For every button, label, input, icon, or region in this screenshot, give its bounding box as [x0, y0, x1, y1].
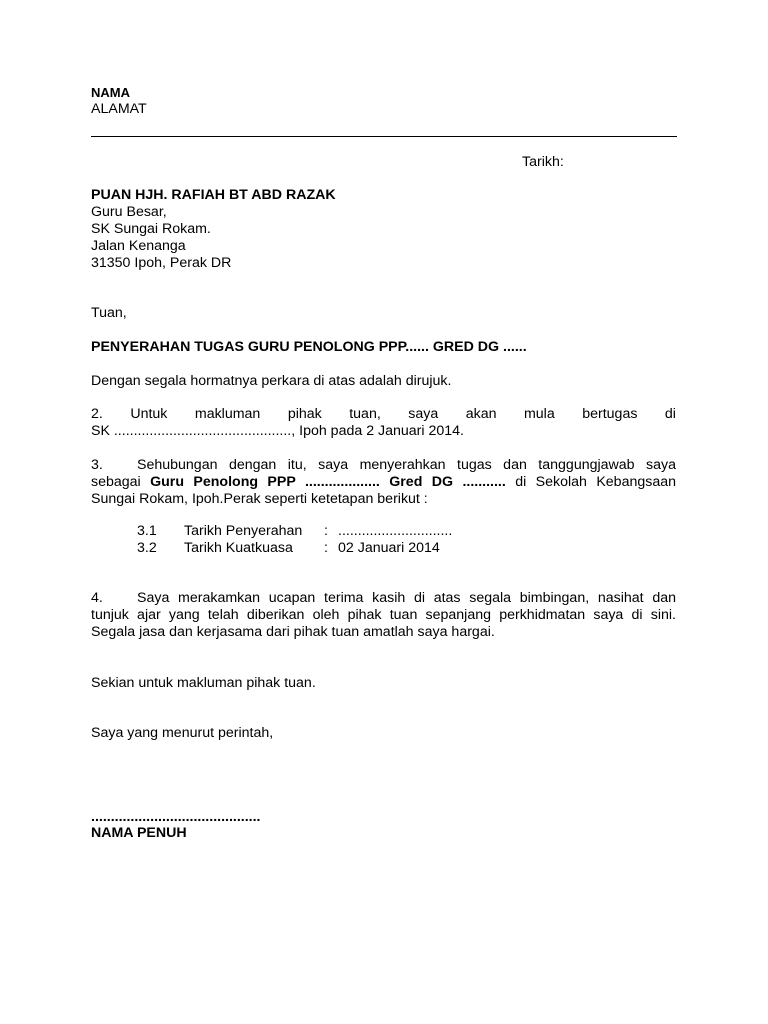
letter-subject: PENYERAHAN TUGAS GURU PENOLONG PPP...... GRED DG ......	[91, 339, 527, 355]
paragraph-4-line-1	[91, 590, 676, 607]
recipient-title: Guru Besar,	[91, 204, 167, 220]
paragraph-2-line-2: SK ............................................., Ipoh pada 2 Januari 2014.	[91, 423, 464, 439]
item-number: 3.2	[137, 540, 157, 556]
salutation: Tuan,	[91, 305, 127, 321]
paragraph-3-text: Sehubungan dengan itu, saya menyerahkan tugas dan tanggungjawab saya	[137, 457, 676, 473]
p2-word: saya	[408, 406, 439, 422]
paragraph-3-number: 3.	[91, 457, 103, 473]
paragraph-4	[91, 590, 676, 641]
item-label: Tarikh Kuatkuasa	[184, 540, 293, 556]
item-number: 3.1	[137, 523, 157, 539]
signature-line: ...........................................	[91, 809, 261, 825]
paragraph-3-line-3: Sungai Rokam, Ipoh.Perak seperti ketetapan berikut :	[91, 491, 428, 507]
p2-word: tuan,	[349, 406, 381, 422]
header-divider	[91, 136, 677, 137]
item-value: .............................	[338, 523, 453, 539]
p2-word: di	[664, 406, 676, 422]
p3-text-bold: Guru Penolong PPP ................... Gred DG ...........	[150, 474, 506, 490]
recipient-name: PUAN HJH. RAFIAH BT ABD RAZAK	[91, 187, 336, 203]
recipient-school: SK Sungai Rokam.	[91, 221, 211, 237]
p2-word: bertugas	[582, 406, 638, 422]
paragraph-4-text: Saya merakamkan ucapan terima kasih di atas segala bimbingan, nasihat dan	[137, 590, 676, 606]
p3-text-c: di Sekolah Kebangsaan	[505, 474, 677, 490]
paragraph-3-line-2	[91, 474, 676, 491]
p2-word: Untuk	[130, 406, 168, 422]
paragraph-4-line-2: tunjuk ajar yang telah diberikan oleh pihak tuan sepanjang perkhidmatan saya di sini.	[91, 607, 676, 623]
paragraph-3	[91, 457, 676, 508]
signoff: Saya yang menurut perintah,	[91, 725, 274, 741]
paragraph-2-number: 2.	[91, 406, 103, 422]
closing-sentence: Sekian untuk makluman pihak tuan.	[91, 675, 316, 691]
sender-name-label: NAMA	[91, 85, 130, 100]
p2-word: mula	[523, 406, 555, 422]
sender-address-label: ALAMAT	[91, 101, 147, 117]
item-row	[137, 523, 452, 539]
paragraph-3-line-1	[91, 457, 676, 474]
full-name-label: NAMA PENUH	[91, 825, 187, 841]
item-row	[137, 540, 440, 556]
item-label: Tarikh Penyerahan	[184, 523, 303, 539]
opening-sentence: Dengan segala hormatnya perkara di atas adalah dirujuk.	[91, 373, 452, 389]
paragraph-4-number: 4.	[91, 590, 103, 606]
item-value: 02 Januari 2014	[338, 540, 440, 556]
recipient-city: 31350 Ipoh, Perak DR	[91, 255, 232, 271]
item-separator: :	[324, 523, 328, 539]
p2-word: akan	[465, 406, 497, 422]
p2-word: pihak	[287, 406, 322, 422]
p2-word: makluman	[194, 406, 261, 422]
item-separator: :	[324, 540, 328, 556]
date-label: Tarikh:	[522, 154, 564, 170]
p3-text-a: sebagai	[91, 474, 151, 490]
recipient-street: Jalan Kenanga	[91, 238, 186, 254]
paragraph-2-line-1	[91, 406, 676, 423]
paragraph-4-line-3: Segala jasa dan kerjasama dari pihak tuan amatlah saya hargai.	[91, 624, 495, 640]
